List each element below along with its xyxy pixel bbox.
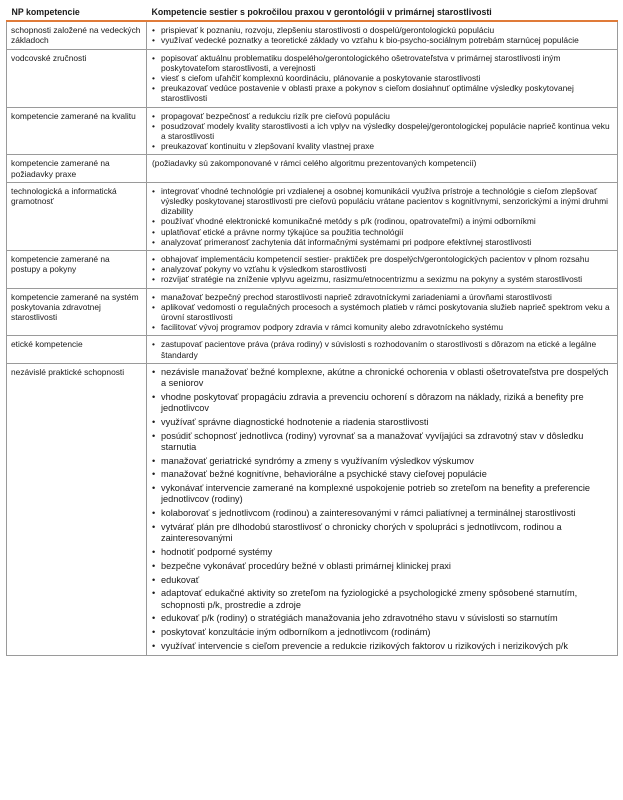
header-nurse-competencies: Kompetencie sestier s pokročilou praxou v gerontológii v primárnej starostlivosti xyxy=(147,4,618,21)
competency-cell xyxy=(147,107,618,155)
list-item: • edukovať xyxy=(152,575,612,586)
table-row xyxy=(7,288,618,336)
table-row xyxy=(7,363,618,655)
list-item: • nezávisle manažovať bežné komplexne, akútne a chronické ochorenia v oblasti ošetrovateľstva pre dospelých a seniorov xyxy=(152,367,612,389)
list-item: • bezpečne vykonávať procedúry bežné v oblasti primárnej klinickej praxi xyxy=(152,561,612,572)
list-item: • prispievať k poznaniu, rozvoju, zlepšeniu starostlivosti o dospelú/gerontologickú populáciu xyxy=(152,25,612,35)
competency-table xyxy=(6,4,618,656)
table-row xyxy=(7,182,618,250)
table-row xyxy=(7,49,618,107)
list-item: • kolaborovať s jednotlivcom (rodinou) a zainteresovanými v rámci paliatívnej a terminálnej starostlivosti xyxy=(152,508,612,519)
list-item: • hodnotiť podporné systémy xyxy=(152,547,612,558)
list-item: • využívať správne diagnostické hodnotenie a riadenia starostlivosti xyxy=(152,417,612,428)
list-item: • používať vhodné elektronické komunikačné metódy s p/k (rodinou, opatrovateľmi) a inými odborníkmi xyxy=(152,216,612,226)
table-row xyxy=(7,155,618,182)
table-header-row xyxy=(7,4,618,21)
category-cell: kompetencie zamerané na požiadavky praxe xyxy=(7,155,147,182)
list-item: • manažovať bezpečný prechod starostlivosti naprieč zdravotníckymi zariadeniami a úrovňami starostlivosti xyxy=(152,292,612,302)
competency-cell xyxy=(147,288,618,336)
competency-cell xyxy=(147,21,618,49)
list-item: • vykonávať intervencie zamerané na komplexné uspokojenie potrieb so zreteľom na benefity a preferencie jednotlivcov (rodiny) xyxy=(152,483,612,505)
list-item: • rozvíjať stratégie na zníženie vplyvu ageizmu, rasizmu/etnocentrizmu a sexizmu na pokyny a systém starostlivosti xyxy=(152,274,612,284)
table-row xyxy=(7,107,618,155)
category-cell: kompetencie zamerané na postupy a pokyny xyxy=(7,251,147,289)
list-item: • analyzovať primeranosť zachytenia dát informačnými systémami pri podpore efektívnej starostlivosti xyxy=(152,237,612,247)
list-item: • využívať vedecké poznatky a teoretické základy vo vzťahu k bio-psycho-sociálnym potrebám starnúcej populácie xyxy=(152,35,612,45)
list-item: • preukazovať kontinuitu v zlepšovaní kvality vlastnej praxe xyxy=(152,141,612,151)
list-item: • obhajovať implementáciu kompetencií sestier- praktiček pre dospelých/gerontologických pacientov v plnom rozsahu xyxy=(152,254,612,264)
table-row xyxy=(7,336,618,363)
competency-list xyxy=(152,339,612,359)
list-item: • poskytovať konzultácie iným odborníkom a jednotlivcom (rodinám) xyxy=(152,627,612,638)
table-row xyxy=(7,21,618,49)
competency-cell xyxy=(147,336,618,363)
list-item: • uplatňovať etické a právne normy týkajúce sa použitia technológií xyxy=(152,227,612,237)
competency-list xyxy=(152,292,612,333)
category-cell: etické kompetencie xyxy=(7,336,147,363)
competency-list xyxy=(152,186,612,247)
list-item: • adaptovať edukačné aktivity so zreteľom na fyziologické a psychologické zmeny spôsobené starnutím, schopnosti p/k, prostredie a zdroje xyxy=(152,588,612,610)
competency-list xyxy=(152,25,612,45)
competency-cell xyxy=(147,363,618,655)
list-item: • aplikovať vedomosti o regulačných procesoch a systémoch platieb v rámci poskytovania služieb naprieč spektrom veku a úrovní starostlivosti xyxy=(152,302,612,322)
list-item: • analyzovať pokyny vo vzťahu k výsledkom starostlivosti xyxy=(152,264,612,274)
competency-cell: (požiadavky sú zakomponované v rámci celého algoritmu prezentovaných kompetencií) xyxy=(147,155,618,182)
category-cell: kompetencie zamerané na systém poskytovania zdravotnej starostlivosti xyxy=(7,288,147,336)
list-item: • popisovať aktuálnu problematiku dospelého/gerontologického ošetrovateľstva v primárnej starostlivosti iným poskytovateľom starostlivosti, a verejnosti xyxy=(152,53,612,73)
list-item: • posudzovať modely kvality starostlivosti a ich vplyv na výsledky dospelej/gerontologickej populácie naprieč kontinua veku a starostlivosti xyxy=(152,121,612,141)
list-item: • zastupovať pacientove práva (práva rodiny) v súvislosti s rozhodovaním o starostlivosti s dôrazom na etické a legálne štandardy xyxy=(152,339,612,359)
list-item: • vytvárať plán pre dlhodobú starostlivosť o chronicky chorých v spolupráci s jednotlivcom, rodinou a zainteresovanými xyxy=(152,522,612,544)
category-cell: technologická a informatická gramotnosť xyxy=(7,182,147,250)
competency-list xyxy=(152,254,612,285)
category-cell: kompetencie zamerané na kvalitu xyxy=(7,107,147,155)
category-cell: nezávislé praktické schopnosti xyxy=(7,363,147,655)
category-cell: schopnosti založené na vedeckých základoch xyxy=(7,21,147,49)
list-item: • viesť s cieľom uľahčiť komplexnú koordináciu, plánovanie a poskytovanie starostlivosti xyxy=(152,73,612,83)
list-item: • vhodne poskytovať propagáciu zdravia a prevenciu ochorení s dôrazom na náklady, riziká a benefity pre jednotlivcov xyxy=(152,392,612,414)
list-item: • edukovať p/k (rodiny) o stratégiách manažovania jeho zdravotného stavu v súvislosti so starnutím xyxy=(152,613,612,624)
list-item: • využívať intervencie s cieľom prevencie a redukcie rizikových faktorov u rizikových i nerizikových p/k xyxy=(152,641,612,652)
competency-list xyxy=(152,53,612,104)
competency-list xyxy=(152,111,612,152)
list-item: • manažovať bežné kognitívne, behaviorálne a psychické stavy cieľovej populácie xyxy=(152,469,612,480)
header-np-competencies: NP kompetencie xyxy=(7,4,147,21)
competency-cell xyxy=(147,182,618,250)
competency-cell xyxy=(147,251,618,289)
list-item: • posúdiť schopnosť jednotlivca (rodiny) vyrovnať sa a manažovať vyvíjajúci sa zdravotný stav v dôsledku starnutia xyxy=(152,431,612,453)
category-cell: vodcovské zručnosti xyxy=(7,49,147,107)
list-item: • propagovať bezpečnosť a redukciu rizík pre cieľovú populáciu xyxy=(152,111,612,121)
list-item: • manažovať geriatrické syndrómy a zmeny s využívaním výsledkov výskumov xyxy=(152,456,612,467)
list-item: • facilitovať vývoj programov podpory zdravia v rámci komunity alebo zdravotníckeho systému xyxy=(152,322,612,332)
table-row xyxy=(7,251,618,289)
list-item: • preukazovať vedúce postavenie v oblasti praxe a pokynov s cieľom dosiahnuť optimálne výsledky poskytovanej starostlivosti xyxy=(152,83,612,103)
competency-cell xyxy=(147,49,618,107)
competency-list xyxy=(152,367,612,652)
list-item: • integrovať vhodné technológie pri vzdialenej a osobnej komunikácii využíva prístroje a technológie s cieľom zlepšovať výsledky poskytovanej starostlivosti pre cieľovú populáciu vrátane pacientov s kognitívnymi, senzorickými a inými druhmi dizability xyxy=(152,186,612,217)
